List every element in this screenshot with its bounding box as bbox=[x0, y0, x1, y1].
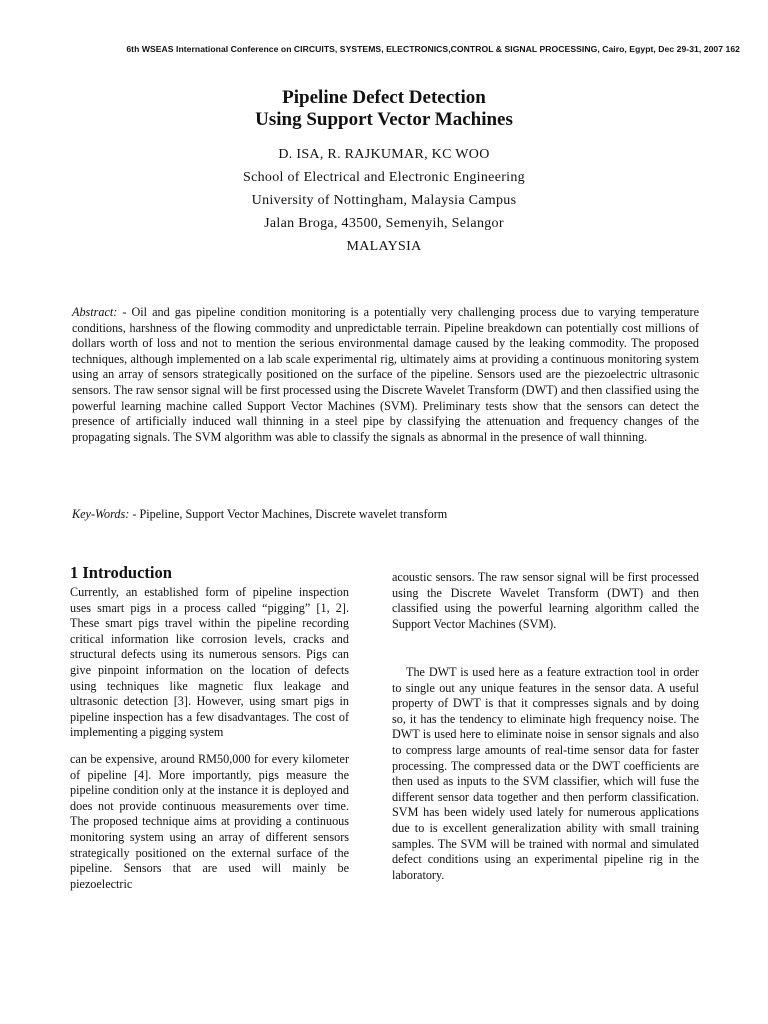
conference-header: 6th WSEAS International Conference on CIRCUITS, SYSTEMS, ELECTRONICS,CONTROL & SIGNAL PROCESSING, Cairo, Egypt, Dec 29-31, 2007 162 bbox=[126, 44, 740, 54]
column-2-paragraph-2 bbox=[392, 665, 699, 883]
abstract bbox=[72, 305, 699, 445]
column-1-paragraph-2 bbox=[70, 752, 349, 892]
keywords bbox=[72, 507, 699, 522]
paragraph-text: can be expensive, around RM50,000 for every kilometer of pipeline [4]. More importantly, pigs measure the pipeline condition only at the instance it is deployed and does not provide continuous measurements over time. The proposed technique aims at providing a continuous monitoring system using an array of different sensors strategically positioned on the external surface of the pipeline. Sensors that are used will mainly be piezoelectric bbox=[70, 752, 349, 891]
keywords-text: - Pipeline, Support Vector Machines, Discrete wavelet transform bbox=[129, 507, 448, 521]
affiliation-school: School of Electrical and Electronic Engineering bbox=[243, 170, 525, 185]
authors: D. ISA, R. RAJKUMAR, KC WOO bbox=[278, 147, 490, 162]
abstract-label: Abstract: bbox=[72, 305, 118, 319]
paragraph-text: The DWT is used here as a feature extraction tool in order to single out any unique features in the sensor data. A useful property of DWT is that it compresses signals and by doing so, it has the tendency to eliminate high frequency noise. The DWT is used here to eliminate noise in sensor signals and also to compress large amounts of real-time sensor data for faster processing. The compressed data or the DWT coefficients are then used as inputs to the SVM classifier, which will fuse the different sensor data together and then perform classification. SVM has been widely used lately for numerous applications due to is excellent generalization ability with small training samples. The SVM will be trained with normal and simulated defect conditions using an experimental pipeline rig in the laboratory. bbox=[392, 665, 699, 882]
abstract-text: - Oil and gas pipeline condition monitoring is a potentially very challenging process due to varying temperature conditions, harshness of the flowing commodity and unpredictable terrain. Pipeline breakdown can potentially cost millions of dollars worth of loss and not to mention the serious environmental damage caused by the leaking commodity. The proposed techniques, although implemented on a lab scale experimental rig, ultimately aims at providing a continuous monitoring system using an array of sensors strategically positioned on the surface of the pipeline. Sensors used are the piezoelectric ultrasonic sensors. The raw sensor signal will be first processed using the Discrete Wavelet Transform (DWT) and then classified using the powerful learning machine called Support Vector Machines (SVM). Preliminary tests show that the sensors can detect the presence of artificially induced wall thinning in a steel pipe by classifying the attenuation and frequency changes of the propagating signals. The SVM algorithm was able to classify the signals as abnormal in the presence of wall thinning. bbox=[72, 305, 699, 444]
paragraph-text: Currently, an established form of pipeline inspection uses smart pigs in a process called “pigging” [1, 2]. These smart pigs travel within the pipeline recording critical information like corrosion levels, cracks and structural defects using its numerous sensors. Pigs can give pinpoint information on the location of defects using techniques like magnetic flux leakage and ultrasonic detection [3]. However, using smart pigs in pipeline inspection has a few disadvantages. The cost of implementing a pigging system bbox=[70, 585, 349, 740]
column-2-paragraph-1 bbox=[392, 570, 699, 632]
section-heading-introduction: 1 Introduction bbox=[70, 563, 172, 582]
paragraph-text: acoustic sensors. The raw sensor signal will be first processed using the Discrete Wavelet Transform (DWT) and then classified using the powerful learning algorithm called the Support Vector Machines (SVM). bbox=[392, 570, 699, 631]
affiliation-country: MALAYSIA bbox=[346, 239, 422, 254]
column-1-paragraph-1 bbox=[70, 585, 349, 741]
keywords-label: Key-Words: bbox=[72, 507, 130, 521]
title-line-1: Pipeline Defect Detection bbox=[282, 87, 486, 108]
affiliation-university: University of Nottingham, Malaysia Campus bbox=[251, 193, 517, 208]
affiliation-address: Jalan Broga, 43500, Semenyih, Selangor bbox=[264, 216, 504, 231]
title-line-2: Using Support Vector Machines bbox=[255, 109, 513, 130]
